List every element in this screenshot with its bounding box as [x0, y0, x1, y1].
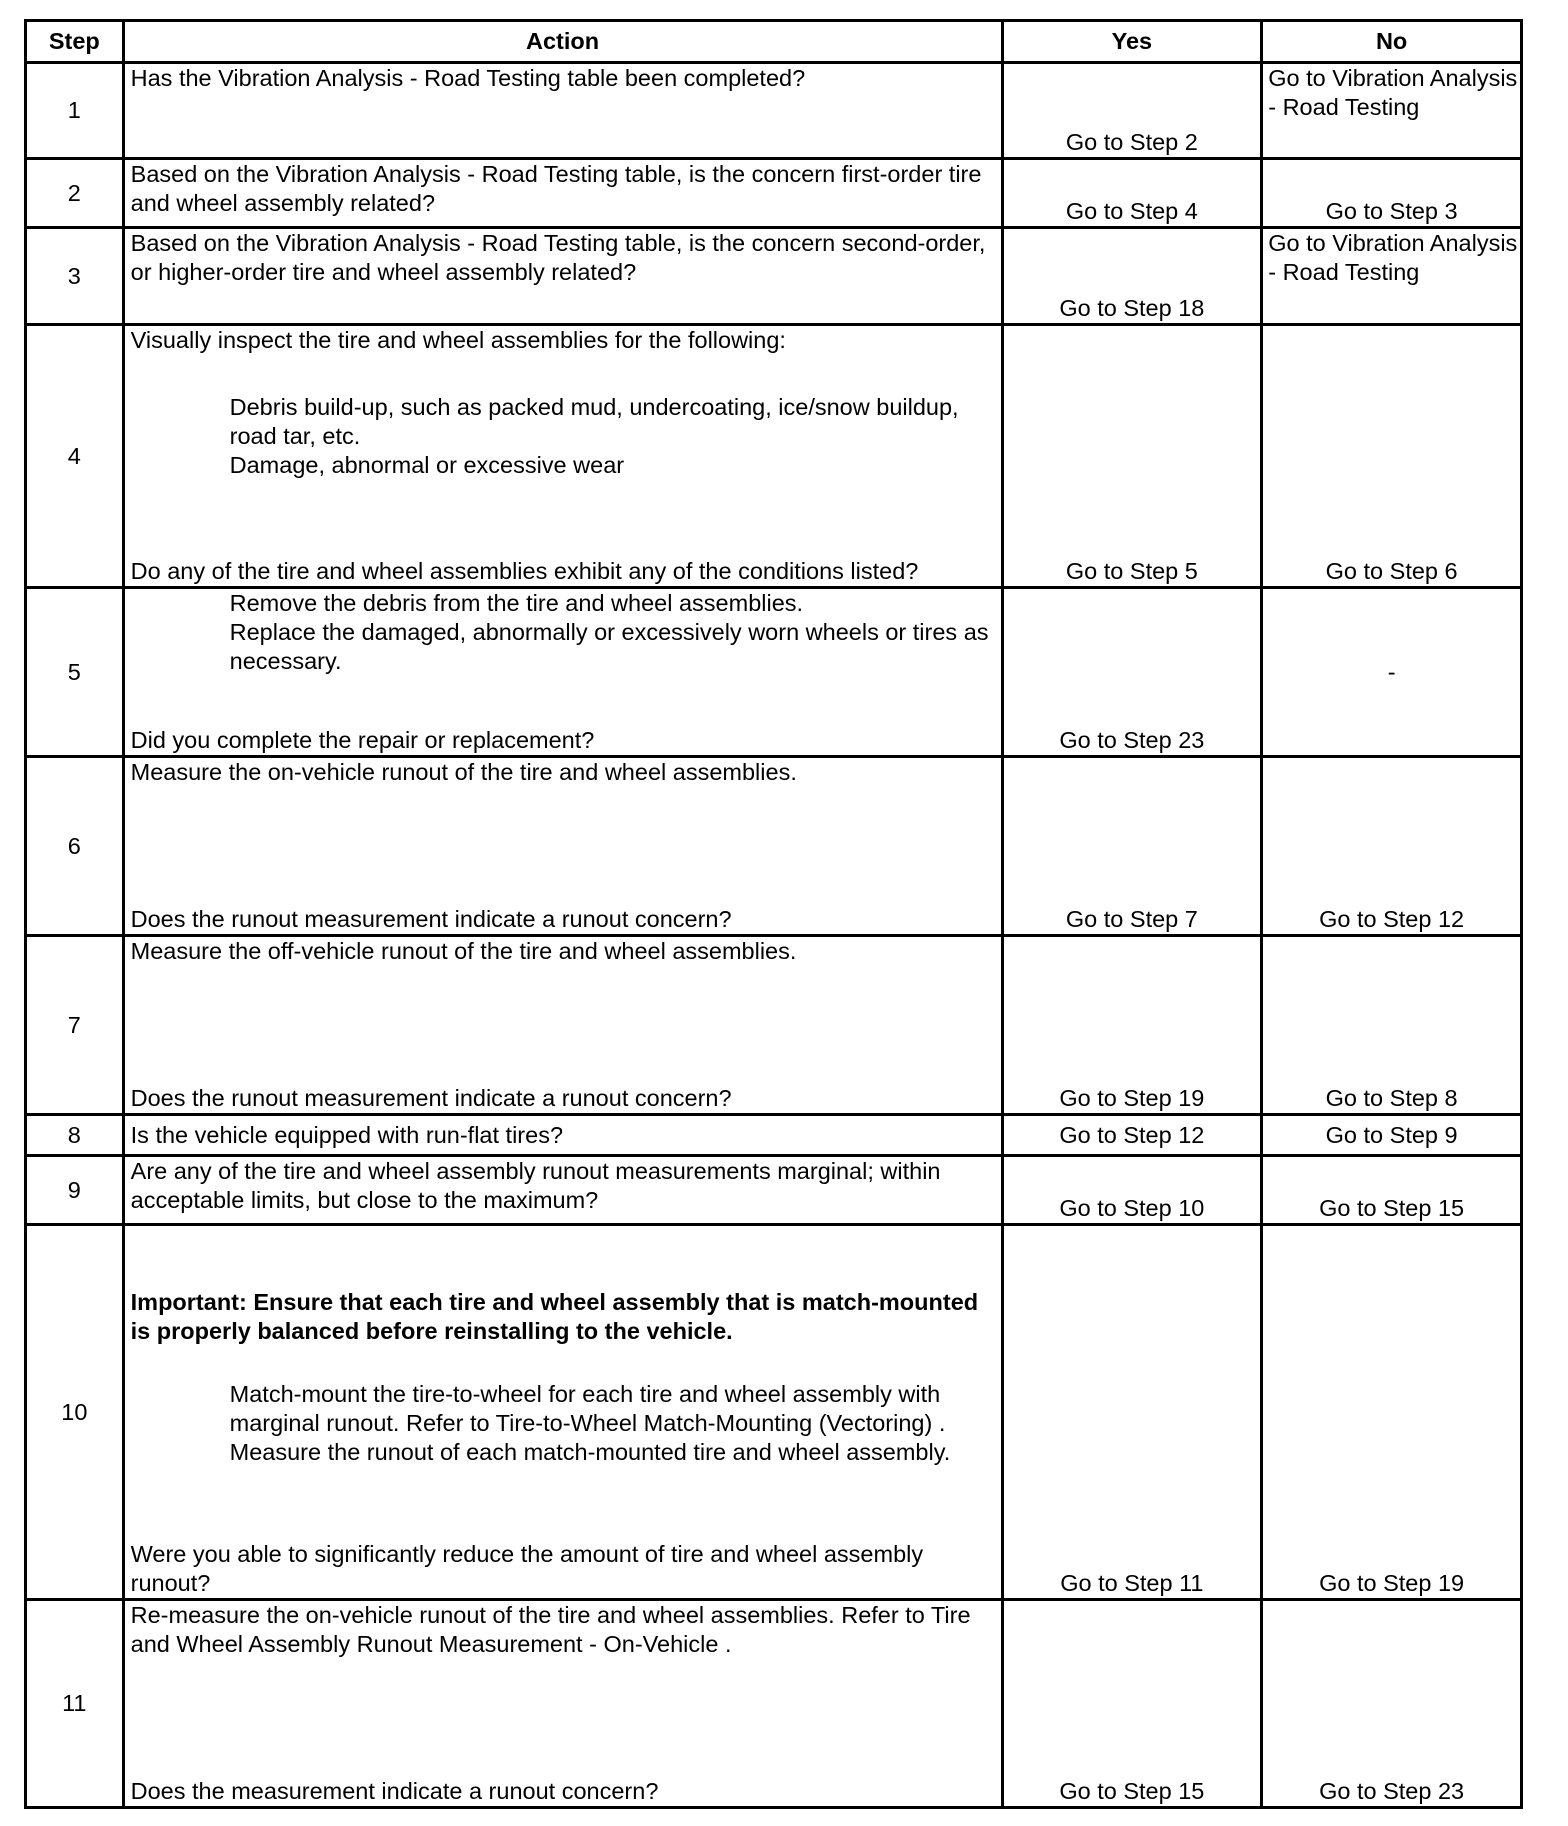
yes-cell: Go to Step 2	[1002, 63, 1262, 159]
no-cell: Go to Step 3	[1262, 159, 1522, 228]
action-question: Does the runout measurement indicate a runout concern?	[130, 1085, 732, 1111]
yes-cell: Go to Step 11	[1002, 1225, 1262, 1600]
step-number: 10	[26, 1225, 124, 1600]
action-cell	[123, 757, 1002, 936]
action-cell	[123, 1156, 1002, 1225]
action-intro: Re-measure the on-vehicle runout of the tire and wheel assemblies. Refer to Tire and Wheel Assembly Runout Measurement - On-Vehicle .	[130, 1602, 971, 1657]
no-cell: Go to Step 9	[1262, 1115, 1522, 1156]
action-cell	[123, 1225, 1002, 1600]
step-number: 1	[26, 63, 124, 159]
step-number: 11	[26, 1600, 124, 1808]
action-question: Are any of the tire and wheel assembly runout measurements marginal; within acceptable limits, but close to the maximum?	[130, 1158, 941, 1213]
table-row	[26, 159, 1522, 228]
action-question: Do any of the tire and wheel assemblies exhibit any of the conditions listed?	[130, 558, 919, 584]
step-number: 9	[26, 1156, 124, 1225]
action-question: Were you able to significantly reduce the amount of tire and wheel assembly runout?	[130, 1541, 924, 1596]
no-cell: Go to Vibration Analysis - Road Testing	[1262, 63, 1522, 159]
no-cell: Go to Step 23	[1262, 1600, 1522, 1808]
action-list-item: Debris build-up, such as packed mud, undercoating, ice/snow buildup, road tar, etc.	[229, 394, 959, 449]
action-list-item: Replace the damaged, abnormally or excessively worn wheels or tires as necessary.	[229, 619, 989, 674]
yes-cell: Go to Step 18	[1002, 228, 1262, 325]
step-number: 2	[26, 159, 124, 228]
header-yes: Yes	[1002, 21, 1262, 63]
yes-cell: Go to Step 19	[1002, 936, 1262, 1115]
yes-cell: Go to Step 15	[1002, 1600, 1262, 1808]
action-question: Is the vehicle equipped with run-flat tires?	[130, 1121, 564, 1148]
table-row	[26, 228, 1522, 325]
header-no: No	[1262, 21, 1522, 63]
no-cell: Go to Step 15	[1262, 1156, 1522, 1225]
no-cell: -	[1262, 588, 1522, 757]
table-row	[26, 588, 1522, 757]
action-cell	[123, 1115, 1002, 1156]
yes-cell: Go to Step 12	[1002, 1115, 1262, 1156]
header-action: Action	[123, 21, 1002, 63]
action-text: Based on the Vibration Analysis - Road Testing table, is the concern second-order, or higher-order tire and wheel assembly related?	[130, 230, 986, 285]
action-cell	[123, 159, 1002, 228]
step-number: 8	[26, 1115, 124, 1156]
no-cell: Go to Step 6	[1262, 325, 1522, 588]
diagnostic-table	[24, 19, 1523, 1809]
step-number: 3	[26, 228, 124, 325]
step-number: 7	[26, 936, 124, 1115]
table-row	[26, 1600, 1522, 1808]
table-row	[26, 1225, 1522, 1600]
action-cell	[123, 228, 1002, 325]
action-cell	[123, 588, 1002, 757]
action-intro: Visually inspect the tire and wheel assemblies for the following:	[130, 327, 786, 353]
action-cell	[123, 1600, 1002, 1808]
table-row	[26, 63, 1522, 159]
no-cell: Go to Step 12	[1262, 757, 1522, 936]
action-question: Does the measurement indicate a runout concern?	[130, 1778, 659, 1804]
action-text: Has the Vibration Analysis - Road Testing table been completed?	[130, 65, 806, 91]
action-intro: Measure the off-vehicle runout of the tire and wheel assemblies.	[130, 938, 797, 964]
yes-cell: Go to Step 10	[1002, 1156, 1262, 1225]
header-row	[26, 21, 1522, 63]
action-list-item: Measure the runout of each match-mounted tire and wheel assembly.	[229, 1439, 951, 1465]
action-cell	[123, 936, 1002, 1115]
table-row	[26, 325, 1522, 588]
step-number: 4	[26, 325, 124, 588]
action-list-item: Damage, abnormal or excessive wear	[229, 452, 625, 478]
action-list-item: Remove the debris from the tire and wheel assemblies.	[229, 590, 804, 616]
no-cell: Go to Vibration Analysis - Road Testing	[1262, 228, 1522, 325]
table-row	[26, 1115, 1522, 1156]
action-question: Did you complete the repair or replacement?	[130, 727, 595, 753]
action-text: Based on the Vibration Analysis - Road Testing table, is the concern first-order tire and wheel assembly related?	[130, 161, 982, 216]
table-row	[26, 757, 1522, 936]
yes-cell: Go to Step 23	[1002, 588, 1262, 757]
yes-cell: Go to Step 5	[1002, 325, 1262, 588]
step-number: 6	[26, 757, 124, 936]
header-step: Step	[26, 21, 124, 63]
no-cell: Go to Step 19	[1262, 1225, 1522, 1600]
no-cell: Go to Step 8	[1262, 936, 1522, 1115]
action-intro: Measure the on-vehicle runout of the tire and wheel assemblies.	[130, 759, 797, 785]
important-note: Important: Ensure that each tire and wheel assembly that is match-mounted is properly balanced before reinstalling to the vehicle.	[130, 1289, 979, 1344]
action-cell	[123, 325, 1002, 588]
action-question: Does the runout measurement indicate a runout concern?	[130, 906, 732, 932]
action-cell	[123, 63, 1002, 159]
table-row	[26, 1156, 1522, 1225]
yes-cell: Go to Step 4	[1002, 159, 1262, 228]
step-number: 5	[26, 588, 124, 757]
action-list-item: Match-mount the tire-to-wheel for each tire and wheel assembly with marginal runout. Refer to Tire-to-Wheel Match-Mounting (Vectoring) .	[229, 1381, 946, 1436]
yes-cell: Go to Step 7	[1002, 757, 1262, 936]
table-row	[26, 936, 1522, 1115]
